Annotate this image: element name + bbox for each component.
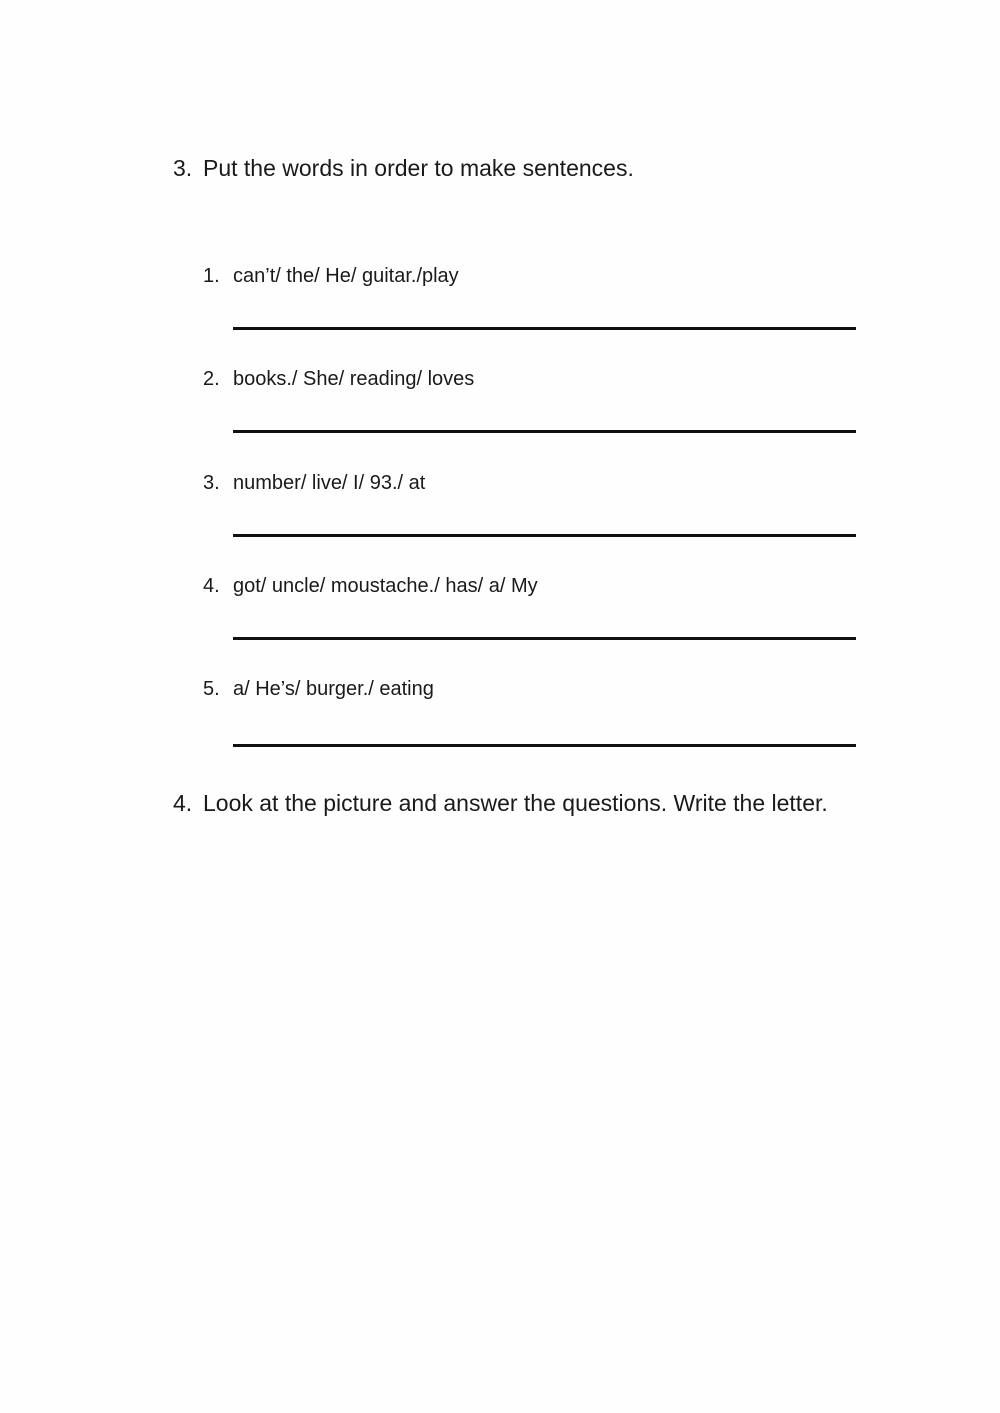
item-number: 1.	[203, 265, 220, 287]
item-number: 5.	[203, 678, 220, 700]
sentence-item-4	[203, 572, 538, 600]
answer-line-5[interactable]	[233, 744, 856, 747]
sentence-item-1	[203, 262, 459, 290]
scrambled-words: number/ live/ I/ 93./ at	[233, 472, 426, 494]
scrambled-words: a/ He’s/ burger./ eating	[233, 678, 434, 700]
section-3-number: 3.	[173, 155, 193, 181]
section-3-heading	[173, 150, 833, 187]
section-4-instruction: Look at the picture and answer the questions. Write the letter.	[203, 790, 828, 816]
sentence-item-3	[203, 469, 425, 497]
item-number: 3.	[203, 472, 220, 494]
scrambled-words: got/ uncle/ moustache./ has/ a/ My	[233, 575, 538, 597]
sentence-item-2	[203, 365, 474, 393]
answer-line-4[interactable]	[233, 637, 856, 640]
section-4-number: 4.	[173, 790, 193, 816]
scrambled-words: books./ She/ reading/ loves	[233, 368, 475, 390]
answer-line-3[interactable]	[233, 534, 856, 537]
answer-line-1[interactable]	[233, 327, 856, 330]
scrambled-words: can’t/ the/ He/ guitar./play	[233, 265, 459, 287]
item-number: 2.	[203, 368, 220, 390]
sentence-item-5	[203, 675, 434, 703]
section-3-instruction: Put the words in order to make sentences.	[203, 155, 634, 181]
item-number: 4.	[203, 575, 220, 597]
answer-line-2[interactable]	[233, 430, 856, 433]
section-4-heading	[173, 785, 833, 822]
